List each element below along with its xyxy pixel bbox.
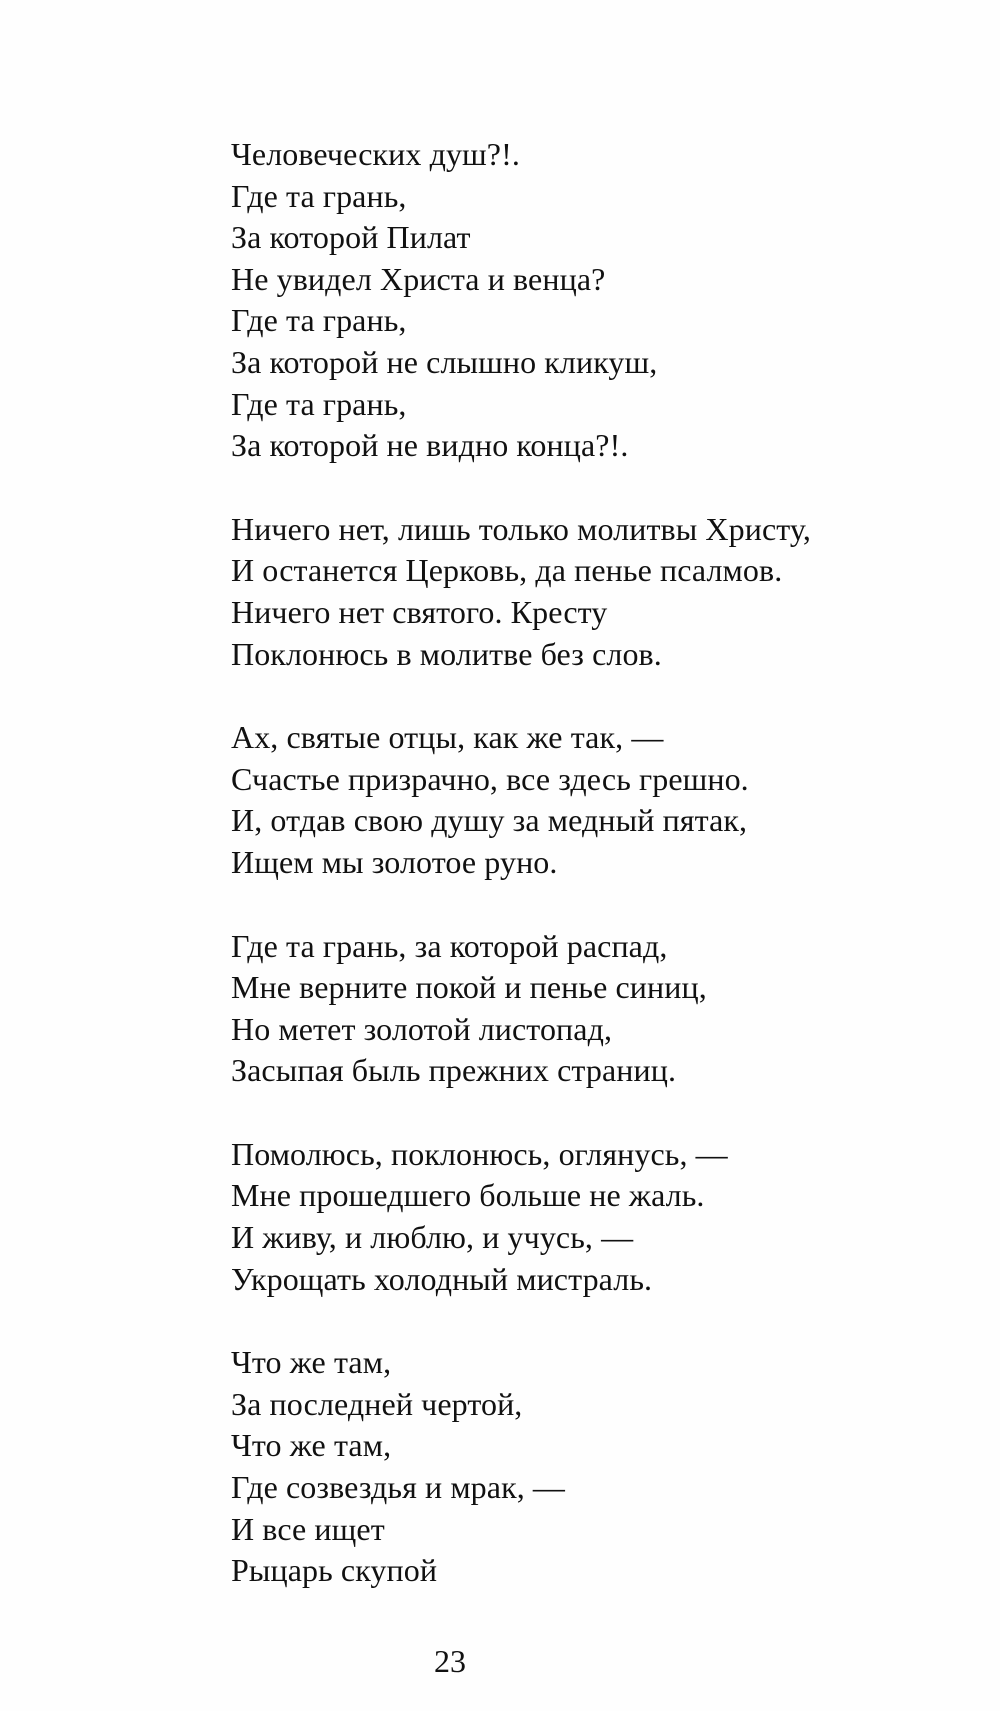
poem-line: Мне верните покой и пенье синиц, (231, 969, 707, 1006)
stanza-5 (231, 1134, 931, 1300)
poem-line: Где та грань, за которой распад, (231, 927, 668, 964)
poem-body (231, 134, 931, 1634)
poem-line: Помолюсь, поклонюсь, оглянусь, — (231, 1135, 728, 1172)
poem-line: Ищем мы золотое руно. (231, 843, 558, 880)
poem-line: Счастье призрачно, все здесь грешно. (231, 760, 749, 797)
stanza-6 (231, 1342, 931, 1592)
poem-line: Ах, святые отцы, как же так, — (231, 719, 664, 756)
poem-line: Что же там, (231, 1427, 392, 1464)
poem-line: Человеческих душ?!. (231, 136, 520, 172)
poem-line: Мне прошедшего больше не жаль. (231, 1177, 705, 1214)
poem-line: Рыцарь скупой (231, 1552, 438, 1589)
poem-line: И живу, и люблю, и учусь, — (231, 1219, 634, 1256)
poem-line: Но метет золотой листопад, (231, 1010, 613, 1047)
poem-line: За которой не видно конца?!. (231, 427, 629, 464)
poem-line: За которой не слышно кликуш, (231, 343, 658, 380)
stanza-1 (231, 134, 931, 467)
stanza-4 (231, 926, 931, 1092)
poem-line: Поклонюсь в молитве без слов. (231, 635, 662, 672)
page-number: 23 (434, 1643, 466, 1679)
stanza-2 (231, 509, 931, 675)
poem-line: И останется Церковь, да пенье псалмов. (231, 552, 783, 589)
poem-line: Где та грань, (231, 385, 407, 422)
poem-line: И, отдав свою душу за медный пятак, (231, 802, 748, 839)
poem-line: Где созвездья и мрак, — (231, 1469, 566, 1506)
poem-line: За которой Пилат (231, 219, 471, 256)
poem-line: За последней чертой, (231, 1385, 523, 1422)
poem-line: Ничего нет, лишь только молитвы Христу, (231, 510, 811, 547)
poem-line: Засыпая быль прежних страниц. (231, 1052, 677, 1089)
poem-line: Что же там, (231, 1344, 392, 1381)
poem-line: И все ищет (231, 1510, 385, 1547)
poem-line: Укрощать холодный мистраль. (231, 1260, 653, 1297)
poem-line: Где та грань, (231, 302, 407, 339)
poem-line: Ничего нет святого. Кресту (231, 593, 608, 630)
poem-line: Где та грань, (231, 177, 407, 214)
stanza-3 (231, 717, 931, 883)
poem-line: Не увидел Христа и венца? (231, 260, 606, 297)
